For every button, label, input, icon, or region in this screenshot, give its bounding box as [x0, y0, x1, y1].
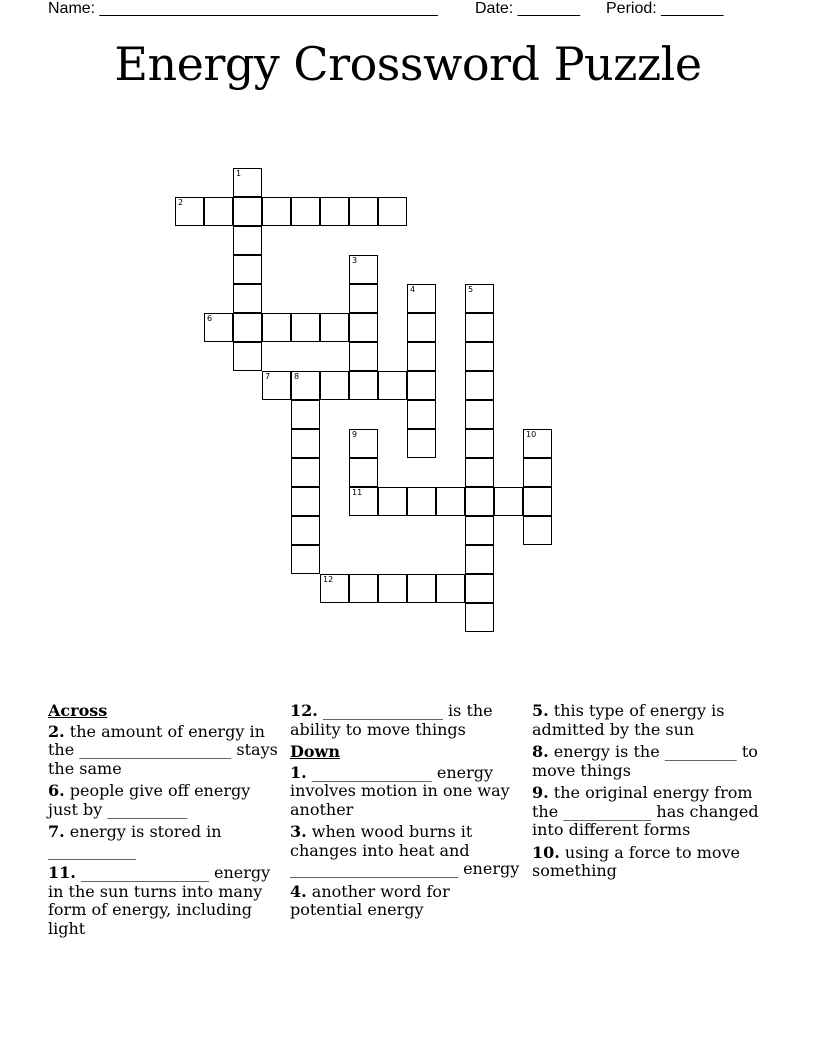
crossword-cell[interactable] — [291, 487, 320, 516]
cell-number: 4 — [410, 285, 416, 294]
crossword-cell[interactable] — [465, 400, 494, 429]
crossword-cell[interactable] — [349, 342, 378, 371]
clue-down-4: 4. another word for potential energy — [290, 881, 450, 919]
crossword-cell[interactable] — [291, 429, 320, 458]
cell-number: 7 — [265, 372, 271, 381]
crossword-cell[interactable] — [291, 371, 320, 400]
crossword-cell[interactable] — [175, 197, 204, 226]
cell-number: 6 — [207, 314, 213, 323]
cell-number: 9 — [352, 430, 358, 439]
crossword-cell[interactable] — [233, 197, 262, 226]
clue-across-12: 12. _______________ is the ability to move things — [290, 701, 493, 739]
crossword-cell[interactable] — [291, 313, 320, 342]
down-heading: Down — [290, 742, 340, 761]
crossword-cell[interactable] — [349, 313, 378, 342]
crossword-cell[interactable] — [233, 168, 262, 197]
cell-number: 2 — [178, 198, 184, 207]
crossword-cell[interactable] — [262, 371, 291, 400]
clue-column-1 — [48, 702, 280, 942]
crossword-cell[interactable] — [320, 574, 349, 603]
crossword-cell[interactable] — [523, 458, 552, 487]
crossword-cell[interactable] — [465, 371, 494, 400]
crossword-cell[interactable] — [436, 574, 465, 603]
cell-number: 3 — [352, 256, 358, 265]
crossword-cell[interactable] — [291, 458, 320, 487]
date-field[interactable]: Date: _______ — [475, 0, 580, 17]
crossword-cell[interactable] — [523, 429, 552, 458]
crossword-cell[interactable] — [349, 371, 378, 400]
crossword-cell[interactable] — [407, 284, 436, 313]
crossword-cell[interactable] — [291, 545, 320, 574]
crossword-cell[interactable] — [407, 429, 436, 458]
crossword-cell[interactable] — [349, 574, 378, 603]
crossword-cell[interactable] — [204, 313, 233, 342]
crossword-cell[interactable] — [465, 284, 494, 313]
crossword-cell[interactable] — [349, 255, 378, 284]
crossword-cell[interactable] — [204, 197, 233, 226]
cell-number: 10 — [526, 430, 537, 439]
crossword-cell[interactable] — [407, 487, 436, 516]
crossword-cell[interactable] — [465, 603, 494, 632]
clue-across-7: 7. energy is stored in ___________ — [48, 822, 222, 860]
crossword-cell[interactable] — [407, 574, 436, 603]
crossword-cell[interactable] — [262, 313, 291, 342]
crossword-cell[interactable] — [291, 516, 320, 545]
crossword-cell[interactable] — [465, 313, 494, 342]
crossword-cell[interactable] — [233, 284, 262, 313]
crossword-cell[interactable] — [465, 487, 494, 516]
crossword-cell[interactable] — [320, 313, 349, 342]
crossword-cell[interactable] — [291, 197, 320, 226]
name-field[interactable]: Name: ______________________________________ — [48, 0, 438, 17]
crossword-cell[interactable] — [465, 458, 494, 487]
crossword-cell[interactable] — [523, 516, 552, 545]
crossword-cell[interactable] — [378, 487, 407, 516]
cell-number: 11 — [352, 488, 363, 497]
crossword-cell[interactable] — [349, 487, 378, 516]
clue-across-6: 6. people give off energy just by __________ — [48, 781, 251, 819]
page-title: Energy Crossword Puzzle — [114, 37, 702, 91]
crossword-cell[interactable] — [233, 313, 262, 342]
clue-down-10: 10. using a force to move something — [532, 842, 740, 880]
clue-across-2: 2. the amount of energy in the ___________________ stays the same — [48, 721, 278, 778]
crossword-cell[interactable] — [494, 487, 523, 516]
crossword-cell[interactable] — [349, 284, 378, 313]
clue-down-3: 3. when wood burns it changes into heat and _____________________ energy — [290, 822, 520, 878]
crossword-cell[interactable] — [291, 400, 320, 429]
crossword-cell[interactable] — [465, 545, 494, 574]
crossword-cell[interactable] — [233, 255, 262, 284]
crossword-cell[interactable] — [320, 371, 349, 400]
period-field[interactable]: Period: _______ — [606, 0, 724, 17]
crossword-cell[interactable] — [407, 313, 436, 342]
clue-column-2 — [290, 702, 522, 924]
crossword-cell[interactable] — [349, 429, 378, 458]
clue-down-8: 8. energy is the _________ to move things — [532, 742, 758, 780]
clue-down-5: 5. this type of energy is admitted by the sun — [532, 701, 725, 739]
crossword-cell[interactable] — [349, 458, 378, 487]
crossword-cell[interactable] — [407, 342, 436, 371]
clue-down-9: 9. the original energy from the ___________ has changed into different forms — [532, 783, 759, 839]
crossword-cell[interactable] — [349, 197, 378, 226]
crossword-cell[interactable] — [378, 574, 407, 603]
crossword-cell[interactable] — [378, 197, 407, 226]
crossword-cell[interactable] — [465, 429, 494, 458]
crossword-cell[interactable] — [436, 487, 465, 516]
crossword-cell[interactable] — [523, 487, 552, 516]
crossword-cell[interactable] — [407, 371, 436, 400]
crossword-cell[interactable] — [233, 342, 262, 371]
across-heading: Across — [48, 701, 108, 720]
crossword-cell[interactable] — [262, 197, 291, 226]
cell-number: 5 — [468, 285, 474, 294]
crossword-cell[interactable] — [465, 516, 494, 545]
crossword-cell[interactable] — [378, 371, 407, 400]
crossword-cell[interactable] — [407, 400, 436, 429]
crossword-cell[interactable] — [465, 574, 494, 603]
clue-across-11: 11. ________________ energy in the sun turns into many form of energy, including light — [48, 863, 271, 938]
crossword-cell[interactable] — [465, 342, 494, 371]
clue-down-1: 1. _______________ energy involves motion in one way another — [290, 762, 510, 819]
cell-number: 12 — [323, 575, 334, 584]
crossword-cell[interactable] — [233, 226, 262, 255]
cell-number: 1 — [236, 169, 242, 178]
cell-number: 8 — [294, 372, 300, 381]
clue-column-3 — [532, 702, 768, 885]
crossword-cell[interactable] — [320, 197, 349, 226]
